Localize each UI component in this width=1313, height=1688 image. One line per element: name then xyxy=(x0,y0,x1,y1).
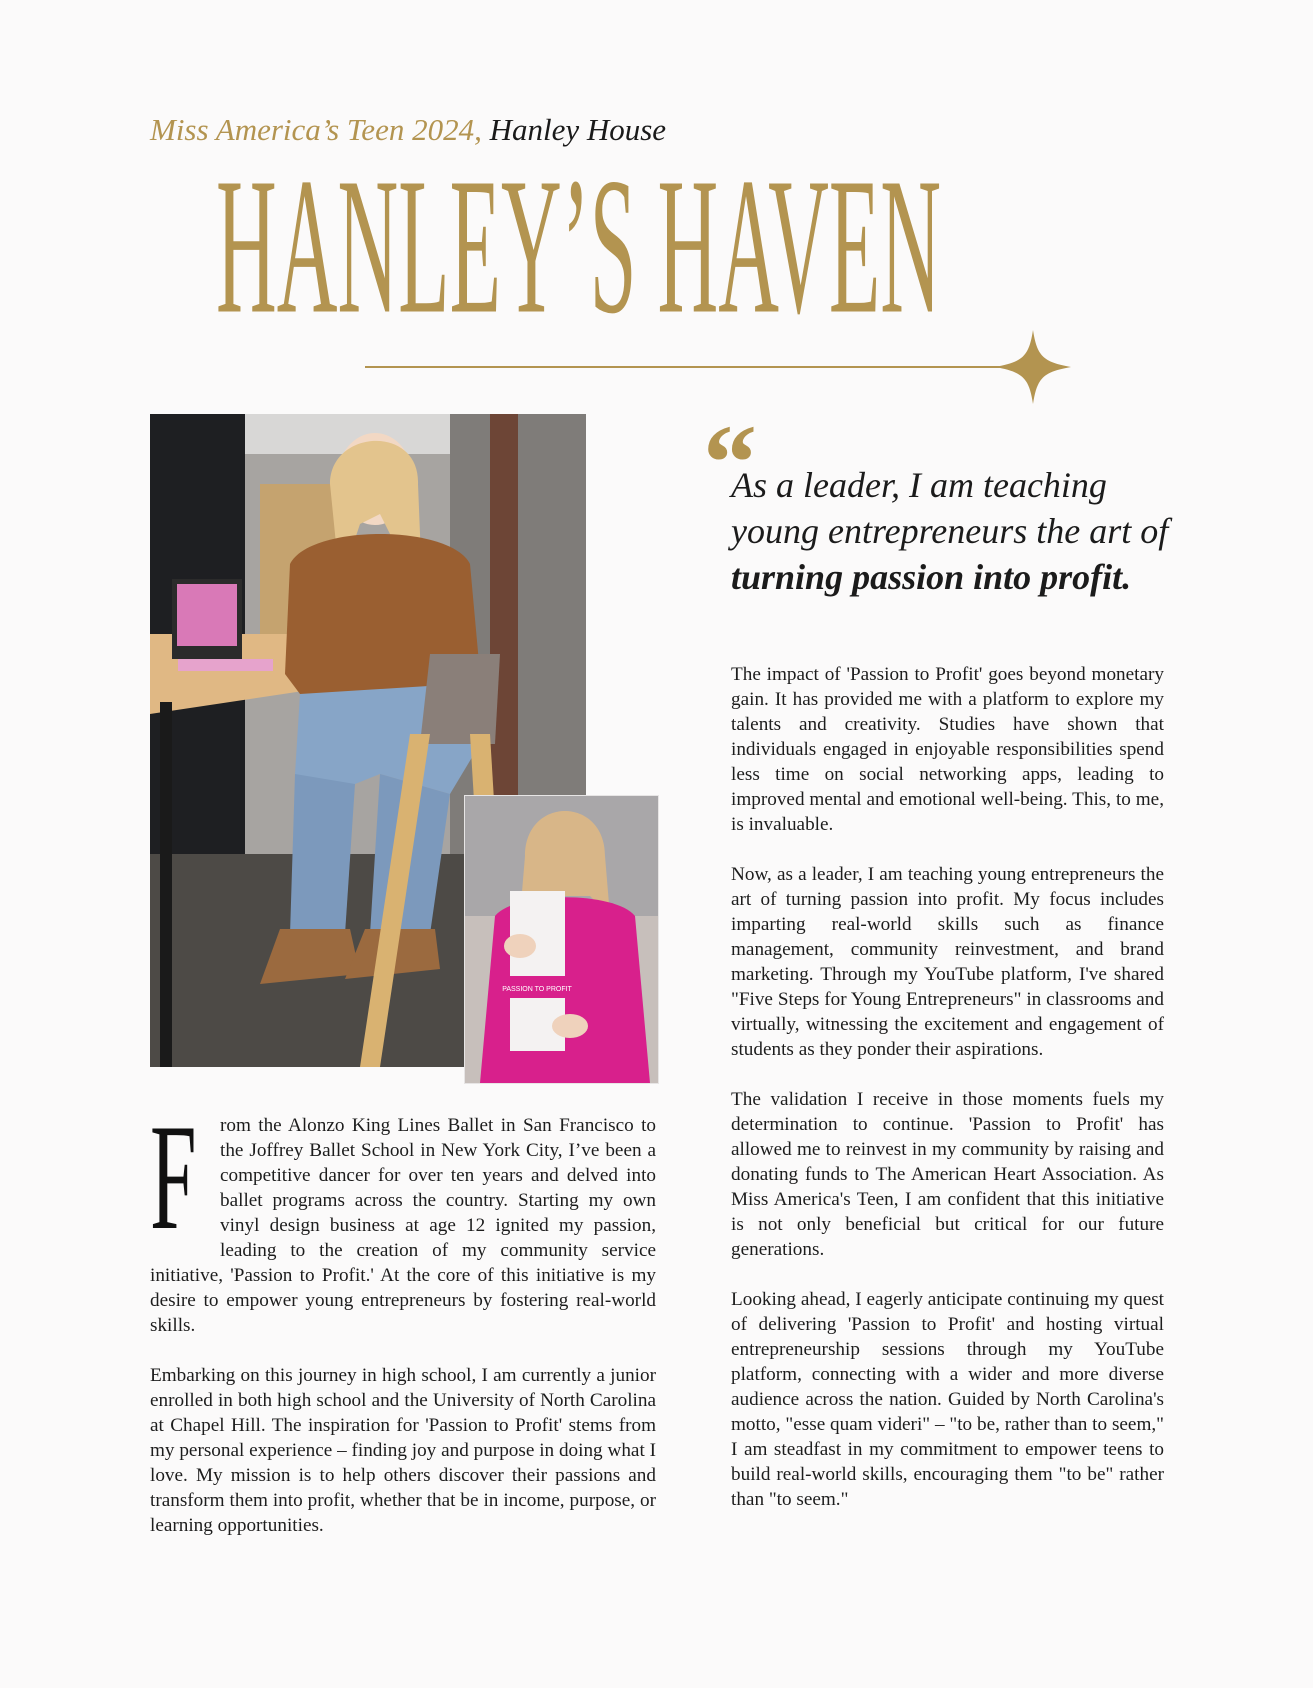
inset-photo xyxy=(464,795,659,1084)
title-underline-star xyxy=(365,328,1100,406)
kicker-name: Hanley House xyxy=(489,112,667,147)
right-paragraph-1: The impact of 'Passion to Profit' goes beyond monetary gain. It has provided me with a platform to explore my talents and creativity. Studies have shown that individuals engaged in enjoyable responsibilities spend less time on social networking apps, leading to improved mental and emotional well-being. This, to me, is invaluable. xyxy=(731,664,1164,835)
pull-quote-emphasis: turning passion into profit. xyxy=(731,557,1132,597)
quote-mark: “ xyxy=(703,404,757,523)
page-title-text: HANLEY’S HAVEN xyxy=(216,138,942,355)
drop-cap: F xyxy=(150,1093,197,1261)
right-paragraph-2: Now, as a leader, I am teaching young entrepreneurs the art of turning passion into profit. My focus includes imparting real-world skills such as finance management, community reinvestment, and brand marketing. Through my YouTube platform, I've shared "Five Steps for Young Entrepreneurs" in classrooms and virtually, witnessing the excitement and engagement of students as they ponder their aspirations. xyxy=(731,864,1164,1060)
left-paragraph-1-text: rom the Alonzo King Lines Ballet in San Francisco to the Joffrey Ballet School in New York City, I’ve been a competitive dancer for over ten years and delved into ballet programs across the country. Starting my own vinyl design business at age 12 ignited my passion, leading to the creation of my community service initiative, 'Passion to Profit.' At the core of this initiative is my desire to empower young entrepreneurs by fostering real-world skills. xyxy=(150,1115,656,1336)
left-paragraph-2: Embarking on this journey in high school, I am currently a junior enrolled in both high school and the University of North Carolina at Chapel Hill. The inspiration for 'Passion to Profit' stems from my personal experience – finding joy and purpose in doing what I love. My mission is to help others discover their passions and transform them into profit, whether that be in income, purpose, or learning opportunities. xyxy=(150,1365,656,1536)
inset-card-text: PASSION TO PROFIT xyxy=(502,986,572,993)
left-column xyxy=(150,1093,656,1563)
right-paragraph-4: Looking ahead, I eagerly anticipate continuing my quest of delivering 'Passion to Profit' and hosting virtual entrepreneurship sessions through my YouTube platform, connecting with a wider and more diverse audience across the nation. Guided by North Carolina's motto, "esse quam videri" – "to be, rather than to seem," I am steadfast in my commitment to empower teens to build real-world skills, encouraging them "to be" rather than "to seem." xyxy=(731,1289,1164,1510)
page-title xyxy=(216,138,946,355)
pull-quote xyxy=(731,462,1201,600)
pull-quote-lead: As a leader, I am teaching young entrepreneurs the art of xyxy=(731,465,1169,551)
right-column xyxy=(731,662,1164,1537)
right-paragraph-3: The validation I receive in those moments fuels my determination to continue. 'Passion to Profit' has allowed me to reinvest in my community by raising and donating funds to The American Heart Association. As Miss America's Teen, I am confident that this initiative is not only beneficial but critical for our future generations. xyxy=(731,1089,1164,1260)
left-paragraph-1 xyxy=(150,1093,656,1338)
star-icon xyxy=(995,330,1071,404)
kicker-title: Miss America’s Teen 2024, xyxy=(150,112,482,147)
